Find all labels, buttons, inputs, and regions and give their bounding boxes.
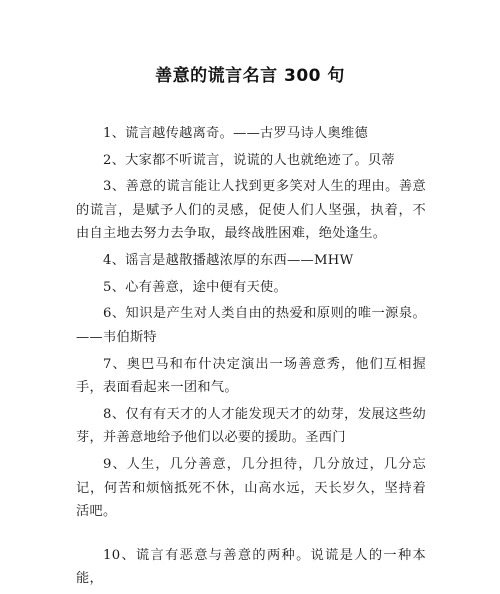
quote-paragraph-1: 1、谎言越传越离奇。——古罗马诗人奥维德 <box>103 126 368 141</box>
quote-paragraph-3: 3、善意的谎言能让人找到更多笑对人生的理由。善意的谎言，是赋予人们的灵感，促使人们人坚强，执着，不由自主地去努力去争取，最终战胜困难，绝处逢生。 <box>76 179 426 242</box>
quote-paragraph-2: 2、大家都不听谎言，说谎的人也就绝迹了。贝蒂 <box>103 152 395 168</box>
quote-paragraph-8: 8、仅有有天才的人才能发现天才的幼芽，发展这些幼芽，并善意地给予他们以必要的援助。圣西门 <box>76 406 426 446</box>
document-title: 善意的谎言名言 300 句 <box>155 66 345 86</box>
quote-paragraph-10: 10、谎言有恶意与善意的两种。说谎是人的一种本能， <box>76 547 426 586</box>
document-body <box>76 122 426 594</box>
quote-paragraph-7: 7、奥巴马和布什决定演出一场善意秀，他们互相握手，表面看起来一团和气。 <box>76 356 426 396</box>
quote-paragraph-9: 9、人生，几分善意，几分担待，几分放过，几分忘记，何苦和烦恼抵死不休，山高水远，天长岁久，坚持着活吧。 <box>76 457 426 519</box>
quote-paragraph-6: 6、知识是产生对人类自由的热爱和原则的唯一源泉。——韦伯斯特 <box>76 306 426 345</box>
quote-paragraph-4: 4、谣言是越散播越浓厚的东西——MHW <box>103 253 354 269</box>
quote-paragraph-5: 5、心有善意，途中便有天使。 <box>103 279 288 295</box>
